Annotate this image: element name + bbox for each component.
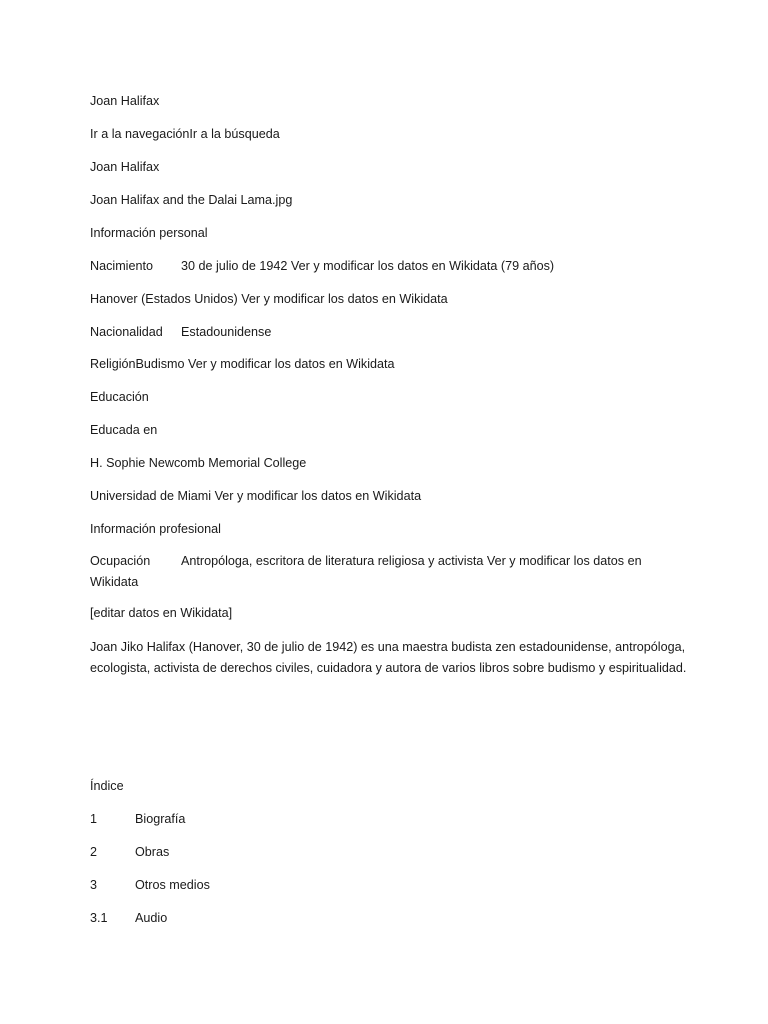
- religion-row: [90, 357, 395, 371]
- nationality-label: Nacionalidad: [90, 325, 163, 339]
- college-2: Universidad de Miami Ver y modificar los datos en Wikidata: [90, 489, 422, 503]
- education-heading: Educación: [90, 390, 149, 404]
- toc-item-number: 1: [90, 812, 98, 826]
- toc-item-label: Otros medios: [135, 878, 210, 892]
- toc-item[interactable]: [90, 878, 210, 892]
- toc-item[interactable]: [90, 845, 169, 859]
- occupation-row: [90, 551, 690, 593]
- article-title: Joan Halifax: [90, 94, 160, 108]
- nationality-row: [90, 325, 271, 339]
- birth-row: [90, 259, 554, 273]
- birth-label: Nacimiento: [90, 259, 153, 273]
- personal-info-heading: Información personal: [90, 226, 208, 240]
- intro-paragraph: Joan Jiko Halifax (Hanover, 30 de julio de 1942) es una maestra budista zen estadounidense, antropóloga, ecologista, activista de derechos civiles, cuidadora y autora de varios libros sobre budismo y espiritualidad.: [90, 640, 687, 675]
- toc-item-number: 3: [90, 878, 98, 892]
- occupation-label: Ocupación: [90, 554, 151, 568]
- toc-item-label: Audio: [135, 911, 168, 925]
- birth-place: Hanover (Estados Unidos) Ver y modificar los datos en Wikidata: [90, 292, 448, 306]
- toc-item-number: 2: [90, 845, 98, 859]
- occupation-value: Antropóloga, escritora de literatura religiosa y activista Ver y modificar los datos en Wikidata: [90, 554, 642, 589]
- toc-item[interactable]: [90, 812, 185, 826]
- toc-item[interactable]: [90, 911, 167, 925]
- skip-links: Ir a la navegaciónIr a la búsqueda: [90, 127, 280, 141]
- professional-info-heading: Información profesional: [90, 522, 221, 536]
- birth-value: 30 de julio de 1942 Ver y modificar los datos en Wikidata (79 años): [181, 259, 555, 273]
- college-1: H. Sophie Newcomb Memorial College: [90, 456, 307, 470]
- toc-heading: Índice: [90, 779, 124, 793]
- infobox-title: Joan Halifax: [90, 160, 160, 174]
- religion-value: Budismo Ver y modificar los datos en Wikidata: [135, 357, 395, 371]
- nationality-value: Estadounidense: [181, 325, 272, 339]
- educated-in-label: Educada en: [90, 423, 158, 437]
- edit-wikidata-link[interactable]: [editar datos en Wikidata]: [90, 606, 233, 620]
- toc-item-label: Biografía: [135, 812, 186, 826]
- toc-item-number: 3.1: [90, 911, 108, 925]
- image-filename: Joan Halifax and the Dalai Lama.jpg: [90, 193, 293, 207]
- religion-label: Religión: [90, 357, 136, 371]
- toc-item-label: Obras: [135, 845, 170, 859]
